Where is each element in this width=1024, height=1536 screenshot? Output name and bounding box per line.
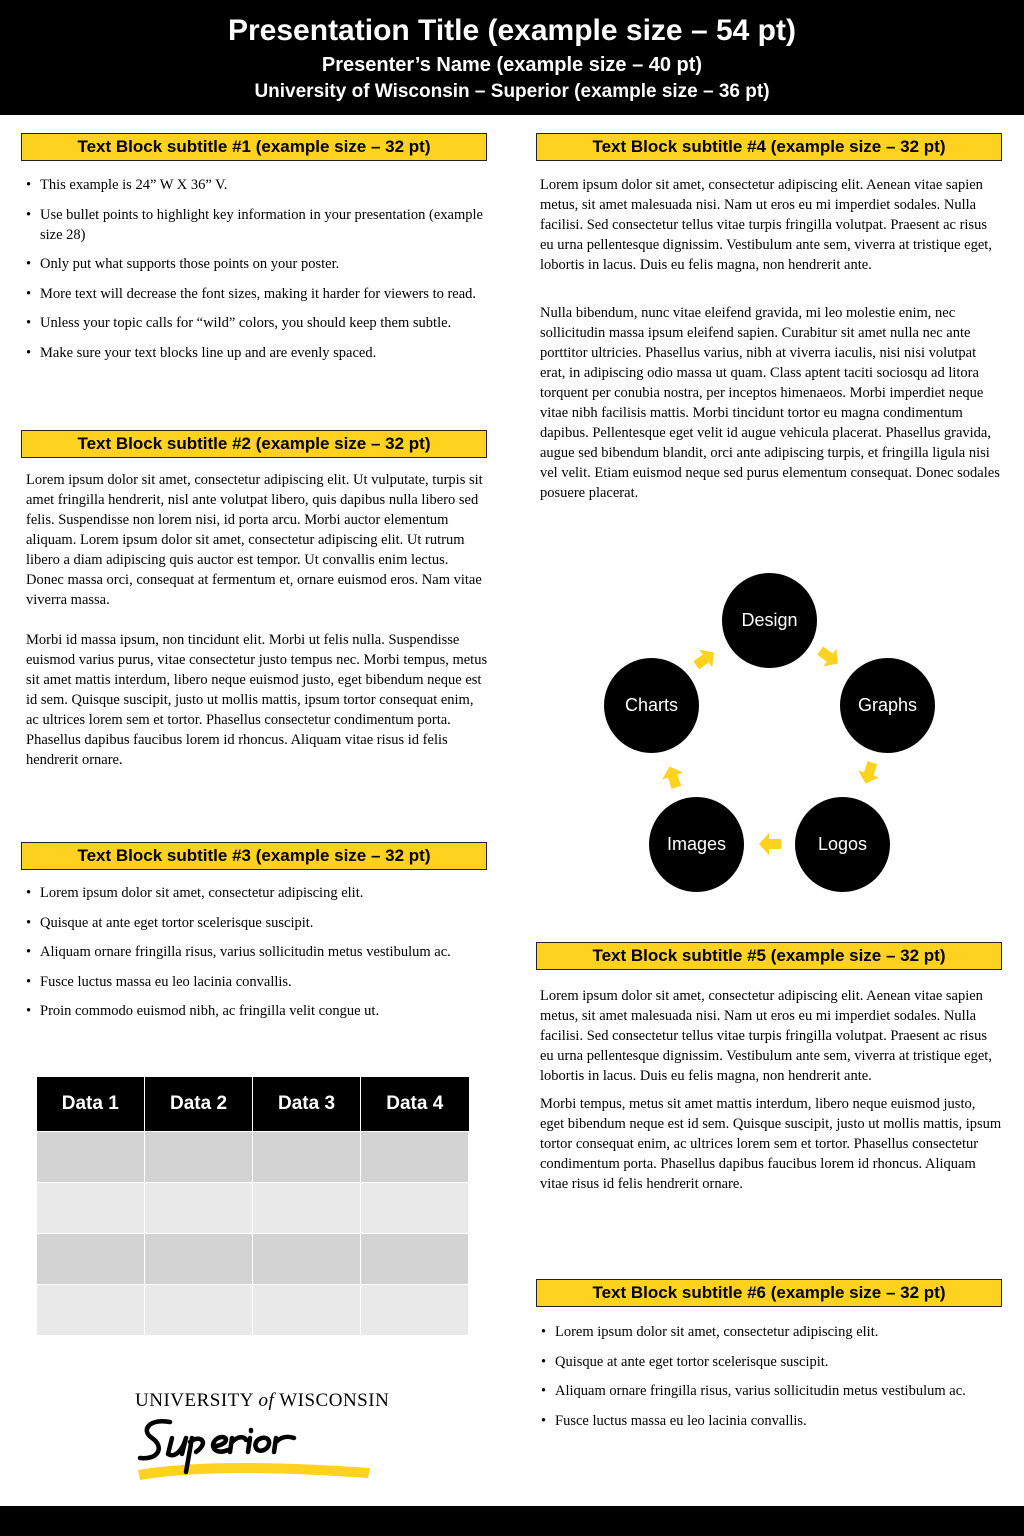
section2-paragraph: Lorem ipsum dolor sit amet, consectetur adipiscing elit. Ut vulputate, turpis sit amet fringilla hendrerit, nisl ante volutpat libero, quis dapibus nulla libero sed felis. Suspendisse non lorem nisi, id porta arcu. Morbi auctor elementum aliquam. Lorem ipsum dolor sit amet, consectetur adipiscing elit. Ut rutrum libero a diam adipiscing quis auctor est tempor. Ut convallis enim lectus. Donec massa orci, consequat at fermentum et, ornare euismod eros. Nam vitae viverra massa. (26, 472, 483, 608)
section3-body (25, 883, 495, 1031)
table-header-cell: Data 1 (37, 1077, 145, 1131)
arrow-icon (690, 644, 721, 675)
table-cell (361, 1182, 469, 1233)
table-header-cell: Data 3 (253, 1077, 361, 1131)
cycle-diagram (590, 570, 930, 900)
table-row (37, 1182, 469, 1233)
table-cell (145, 1233, 253, 1284)
table-header-cell: Data 2 (145, 1077, 253, 1131)
poster-header (0, 0, 1024, 115)
bullet-item: • Lorem ipsum dolor sit amet, consectetur adipiscing elit. (25, 883, 495, 903)
section5-paragraph: Morbi tempus, metus sit amet mattis interdum, libero neque euismod justo, eget bibendum neque est id sem. Quisque suscipit, justo ut mollis mattis, ipsum tortor consequat enim, ac ultrices lorem sem et tortor. Phasellus consectetur condimentum porta. Phasellus dapibus faucibus lorem id rhoncus. Aliquam vitae risus id felis hendrerit ornare. (540, 1096, 1002, 1192)
table-cell (361, 1284, 469, 1335)
poster-footer (0, 1506, 1024, 1536)
table-row (37, 1233, 469, 1284)
table-cell (37, 1233, 145, 1284)
presentation-title: Presentation Title (example size – 54 pt) (228, 14, 796, 47)
section4-subtitle: Text Block subtitle #4 (example size – 32 pt) (536, 133, 1002, 161)
section1-subtitle: Text Block subtitle #1 (example size – 32 pt) (21, 133, 487, 161)
bullet-item: • Fusce luctus massa eu leo lacinia convallis. (25, 972, 495, 992)
table-cell (361, 1131, 469, 1182)
table-cell (253, 1284, 361, 1335)
section1-bullet-list (25, 175, 495, 363)
arrow-icon (759, 833, 781, 855)
section5-body (540, 986, 1002, 1194)
section4-paragraph: Nulla bibendum, nunc vitae eleifend gravida, mi leo molestie enim, nec sollicitudin massa ipsum eleifend sapien. Curabitur sit amet nulla nec ante porttitor ultricies. Phasellus varius, nibh at viverra iaculis, nisi nisi volutpat erat, in adipiscing odio massa ut quam. Class aptent taciti sociosqu ad litora torquent per conubia nostra, per inceptos himenaeos. Morbi imperdiet neque vitae nibh facilisis mattis. Morbi tincidunt tortor eu magna condimentum dapibus. Pellentesque eget velit id augue vehicula placerat. Phasellus gravida, augue sed bibendum blandit, orci ante adipiscing turpis, et fringilla ligula nisi vel velit. Etiam euismod neque sed purus elementum consequat. Donec sodales posuere placerat. (540, 305, 1000, 501)
bullet-item: • Quisque at ante eget tortor scelerisque suscipit. (25, 913, 495, 933)
bullet-item: • Make sure your text blocks line up and are evenly spaced. (25, 343, 495, 363)
table-cell (253, 1131, 361, 1182)
section1-body (25, 175, 495, 372)
section2-paragraph: Morbi id massa ipsum, non tincidunt elit. Morbi ut felis nulla. Suspendisse euismod varius purus, vitae consectetur justo tempus nec. Morbi tempus, metus sit amet mattis interdum, libero neque euismod justo, eget bibendum neque est id sem. Quisque suscipit, justo ut mollis mattis, ipsum tortor consequat enim, ac ultrices lorem sem et tortor. Phasellus consectetur condimentum porta. Phasellus dapibus faucibus lorem id rhoncus. Aliquam vitae risus id felis hendrerit ornare. (26, 632, 488, 768)
section5-subtitle: Text Block subtitle #5 (example size – 32 pt) (536, 942, 1002, 970)
section5-paragraph: Lorem ipsum dolor sit amet, consectetur adipiscing elit. Aenean vitae sapien metus, sit amet malesuada nisi. Nam ut eros eu mi imperdiet sodales. Nulla facilisi. Sed consectetur tellus vitae turpis fringilla volutpat. Praesent ac risus eu urna pellentesque dignissim. Vestibulum ante sem, viverra at tristique eget, lobortis in lacus. Duis eu felis magna, non hendrerit ante. (540, 988, 992, 1084)
table-cell (37, 1284, 145, 1335)
arrow-icon (659, 763, 687, 791)
table-header-cell: Data 4 (361, 1077, 469, 1131)
table-cell (145, 1284, 253, 1335)
bullet-item: • This example is 24” W X 36” V. (25, 175, 495, 195)
section6-subtitle: Text Block subtitle #6 (example size – 32 pt) (536, 1279, 1002, 1307)
section4-body (540, 175, 1002, 503)
section2-subtitle: Text Block subtitle #2 (example size – 32 pt) (21, 430, 487, 458)
table-row (37, 1131, 469, 1182)
table-cell (37, 1131, 145, 1182)
university-logo (130, 1390, 390, 1482)
bullet-item: • More text will decrease the font sizes, making it harder for viewers to read. (25, 284, 495, 304)
cycle-node-charts: Charts (604, 658, 699, 753)
bullet-item: • Only put what supports those points on your poster. (25, 254, 495, 274)
arrow-icon (855, 759, 883, 787)
superior-wordmark-icon (130, 1408, 380, 1482)
section4-paragraph: Lorem ipsum dolor sit amet, consectetur adipiscing elit. Aenean vitae sapien metus, sit amet malesuada nisi. Nam ut eros eu mi imperdiet sodales. Nulla facilisi. Sed consectetur tellus vitae turpis fringilla volutpat. Praesent ac risus eu urna pellentesque dignissim. Vestibulum ante sem, viverra at tristique eget, lobortis in lacus. Duis eu felis magna, non hendrerit ante. (540, 177, 992, 273)
institution-name: University of Wisconsin – Superior (example size – 36 pt) (254, 81, 770, 102)
section6-bullet-list (540, 1322, 1002, 1431)
bullet-item: • Aliquam ornare fringilla risus, varius sollicitudin metus vestibulum ac. (540, 1381, 1002, 1401)
table-header-row (37, 1077, 469, 1131)
section2-body (26, 470, 488, 770)
bullet-item: • Unless your topic calls for “wild” colors, you should keep them subtle. (25, 313, 495, 333)
cycle-node-graphs: Graphs (840, 658, 935, 753)
bullet-item: • Aliquam ornare fringilla risus, varius sollicitudin metus vestibulum ac. (25, 942, 495, 962)
cycle-node-logos: Logos (795, 797, 890, 892)
data-table (36, 1077, 469, 1336)
bullet-item: • Fusce luctus massa eu leo lacinia convallis. (540, 1411, 1002, 1431)
bullet-item: • Use bullet points to highlight key information in your presentation (example size 28) (25, 205, 495, 245)
table-cell (361, 1233, 469, 1284)
cycle-node-design: Design (722, 573, 817, 668)
table-cell (145, 1182, 253, 1233)
bullet-item: • Quisque at ante eget tortor scelerisque suscipit. (540, 1352, 1002, 1372)
table-cell (37, 1182, 145, 1233)
bullet-item: • Proin commodo euismod nibh, ac fringilla velit congue ut. (25, 1001, 495, 1021)
presenter-name: Presenter’s Name (example size – 40 pt) (321, 54, 703, 76)
table-cell (145, 1131, 253, 1182)
logo-university-text: UNIVERSITY of WISCONSIN (135, 1390, 390, 1411)
section3-subtitle: Text Block subtitle #3 (example size – 32 pt) (21, 842, 487, 870)
bullet-item: • Lorem ipsum dolor sit amet, consectetur adipiscing elit. (540, 1322, 1002, 1342)
table-cell (253, 1182, 361, 1233)
cycle-node-images: Images (649, 797, 744, 892)
arrow-icon (814, 642, 845, 673)
section3-bullet-list (25, 883, 495, 1021)
section6-body (540, 1322, 1002, 1440)
table-cell (253, 1233, 361, 1284)
table-row (37, 1284, 469, 1335)
